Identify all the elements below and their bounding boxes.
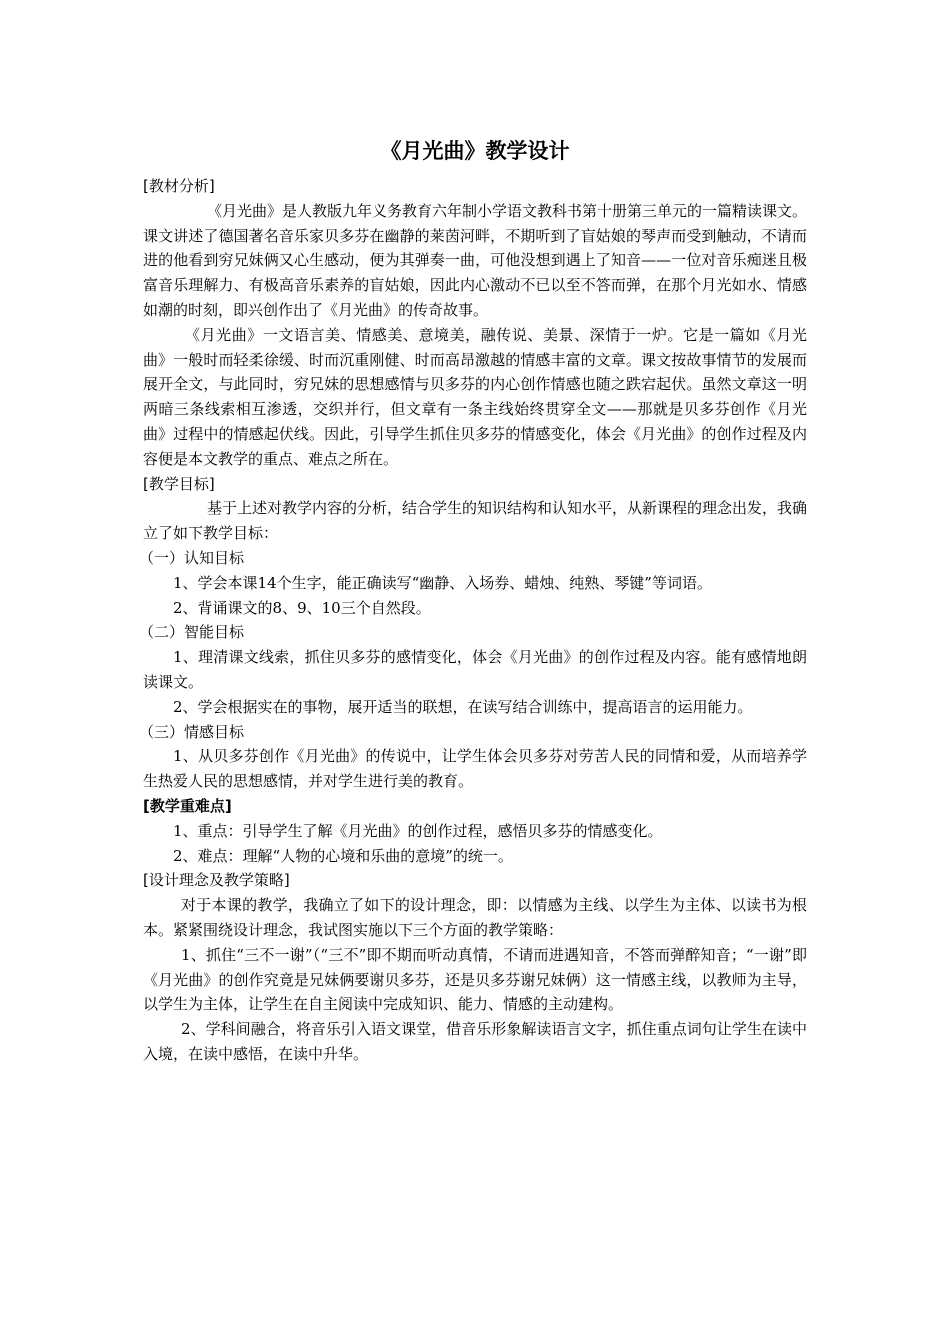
section-heading-keypoints: [教学重难点] [143,796,232,815]
goals-cognitive-item-2: 2、背诵课文的8、9、10三个自然段。 [173,598,431,617]
goals-emotion-heading: （三）情感目标 [139,722,245,741]
analysis-paragraph-1: 《月光曲》是人教版九年义务教育六年制小学语文教科书第十册第三单元的一篇精读课文。课文讲述了德国著名音乐家贝多芬在幽静的莱茵河畔，不期听到了盲姑娘的琴声而受到触动，不请而进的他看到穷兄妹俩又心生感动，便为其弹奏一曲，可他没想到遇上了知音——一位对音乐痴迷且极富音乐理解力、有极高音乐素养的盲姑娘，因此内心激动不已以至不答而弹，在那个月光如水、情感如潮的时刻，即兴创作出了《月光曲》的传奇故事。 [143,201,808,319]
keypoint-item-1: 1、重点：引导学生了解《月光曲》的创作过程，感悟贝多芬的情感变化。 [173,821,663,840]
strategy-item-2: 2、学科间融合，将音乐引入语文课堂，借音乐形象解读语言文字，抓住重点词句让学生在读中入境，在读中感悟，在读中升华。 [143,1020,807,1063]
keypoint-item-2: 2、难点：理解“人物的心境和乐曲的意境”的统一。 [173,846,513,865]
goals-ability-heading: （二）智能目标 [139,623,245,642]
document-page [139,130,808,1067]
document-title: 《月光曲》教学设计 [380,139,570,163]
section-heading-goals: [教学目标] [143,474,215,493]
goals-intro: 基于上述对教学内容的分析，结合学生的知识结构和认知水平，从新课程的理念出发，我确立了如下教学目标： [143,499,808,543]
section-heading-analysis: [教材分析] [143,177,215,195]
goals-ability-item-2: 2、学会根据实在的事物，展开适当的联想，在读写结合训练中，提高语言的运用能力。 [173,697,753,716]
goals-emotion-item-1: 1、从贝多芬创作《月光曲》的传说中，让学生体会贝多芬对劳苦人民的同情和爱，从而培养学生热爱人民的思想感情，并对学生进行美的教育。 [143,747,807,791]
strategy-intro: 对于本课的教学，我确立了如下的设计理念，即：以情感为主线、以学生为主体、以读书为根本。紧紧围绕设计理念，我试图实施以下三个方面的教学策略： [143,896,807,939]
analysis-paragraph-2: 《月光曲》一文语言美、情感美、意境美，融传说、美景、深情于一炉。它是一篇如《月光曲》一般时而轻柔徐缓、时而沉重刚健、时而高昂激越的情感丰富的文章。课文按故事情节的发展而展开全文，与此同时，穷兄妹的思想感情与贝多芬的内心创作情感也随之跌宕起伏。虽然文章这一明两暗三条线索相互渗透，交织并行，但文章有一条主线始终贯穿全文——那就是贝多芬创作《月光曲》过程中的情感起伏线。因此，引导学生抓住贝多芬的情感变化，体会《月光曲》的创作过程及内容便是本文教学的重点、难点之所在。 [143,325,807,468]
goals-cognitive-heading: （一）认知目标 [139,548,245,567]
goals-ability-item-1: 1、理清课文线索，抓住贝多芬的感情变化，体会《月光曲》的创作过程及内容。能有感情地朗读课文。 [143,648,807,691]
goals-cognitive-item-1: 1、学会本课14个生字，能正确读写“幽静、入场券、蜡烛、纯熟、琴键”等词语。 [173,573,712,592]
strategy-item-1: 1、抓住“三不一谢”（“三不”即不期而听动真情，不请而进遇知音，不答而弹醉知音；“一谢”即《月光曲》的创作究竟是兄妹俩要谢贝多芬，还是贝多芬谢兄妹俩）这一情感主线，以教师为主导，以学生为主体，让学生在自主阅读中完成知识、能力、情感的主动建构。 [143,945,807,1014]
section-heading-strategy: [设计理念及教学策略] [143,871,290,890]
